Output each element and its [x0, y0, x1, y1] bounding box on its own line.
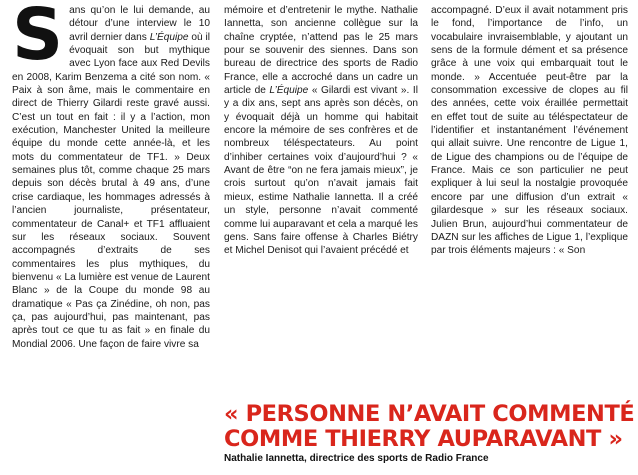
- pull-quote: [224, 401, 635, 465]
- body-text: accompagné. D’eux il avait notamment pris le fond, l’importance de l’info, un vocabulaire invraisemblable, y ajoutant un sens de la formule dément et sa présence grâce à une voix qui embarquait tout le monde. » Accentuée peut-être par la consommation excessive de clopes au fil des années, cette voix éraillée permettait en effet tout de suite au téléspectateur de l’identifier et instantanément l’événement qui allait suivre. Une rencontre de Ligue 1, de Ligue des champions ou de l’équipe de France. Mais ce son particulier ne peut expliquer à lui seul la nostalgie provoquée encore par une diffusion d’un extrait « gilardesque » sur les réseaux sociaux. Julien Brun, aujourd’hui commentateur de DAZN sur les affiches de Ligue 1, l’explique par trois éléments majeurs : « Son: [431, 5, 628, 257]
- column-2-text: [224, 4, 418, 258]
- lead-text: ans qu’on le lui demande, au détour d’une interview le 10 avril dernier dans: [69, 5, 210, 43]
- publication-name: L’Équipe: [149, 31, 189, 43]
- article-column-1: [12, 0, 210, 351]
- pull-quote-line-2: COMME THIERRY AUPARAVANT »: [224, 426, 623, 452]
- article-column-2: [224, 4, 418, 258]
- column-1-text: [12, 0, 210, 351]
- drop-cap: S: [12, 0, 64, 76]
- article-column-3: [431, 4, 628, 258]
- body-text: « Gilardi est vivant ». Il y a dix ans, sept ans après son décès, on y évoquait déjà un homme qui habitait encore la mémoire de ses confrères et de nombreux téléspectateurs. Au point d’inhiber certaines voix d’aujourd’hui ? « Avant de être “on ne fera jamais mieux”, je crois surtout qu’on n’avait jamais fait mieux, estime Nathalie Iannetta. Il a créé un style, personne n’avait commenté comme lui auparavant et cela a marqué les gens. Sans faire offense à Charles Biétry et Michel Denisot qui l’avaient précédé et: [224, 85, 418, 257]
- column-3-text: [431, 4, 628, 258]
- pull-quote-credit: Nathalie Iannetta, directrice des sports de Radio France: [224, 453, 489, 464]
- pull-quote-line-1: « PERSONNE N’AVAIT COMMENTÉ: [224, 401, 635, 427]
- publication-name: L’Équipe: [269, 85, 309, 97]
- body-text: mémoire et d’entretenir le mythe. Nathalie Iannetta, son ancienne collègue sur la chaîne cryptée, n’attend pas le 25 mars pour se souvenir des siennes. Dans son bureau de directrice des sports de Radio France, elle a accroché dans un cadre un article de: [224, 5, 418, 97]
- body-text: où il évoquait son but mythique avec Lyon face aux Red Devils en 2008, Karim Benzema a cité son nom. « Paix à son âme, mais le commentaire en direct de Thierry Gilardi reste gravé aussi. C’est un tout en fait : il y a l’action, mon exécution, Manchester United la meilleure équipe du monde cette année-là, et les mots du commentateur de TF1. » Deux semaines plus tôt, comme chaque 25 mars depuis son décès brutal à 49 ans, d’une crise cardiaque, les hommages adressés à l’ancien journaliste, présentateur, commentateur de Canal+ et TF1 affluaient sur les réseaux sociaux. Souvent accompagnés d’extraits de ses commentaires les plus mythiques, du bienvenu « La lumière est venue de Laurent Blanc » de la Coupe du monde 98 au dramatique « Pas ça Zinédine, oh non, pas ça, pas aujourd’hui, pas maintenant, pas après tout ce que tu as fait » en finale du Mondial 2006. Une façon de faire vivre sa: [12, 31, 210, 350]
